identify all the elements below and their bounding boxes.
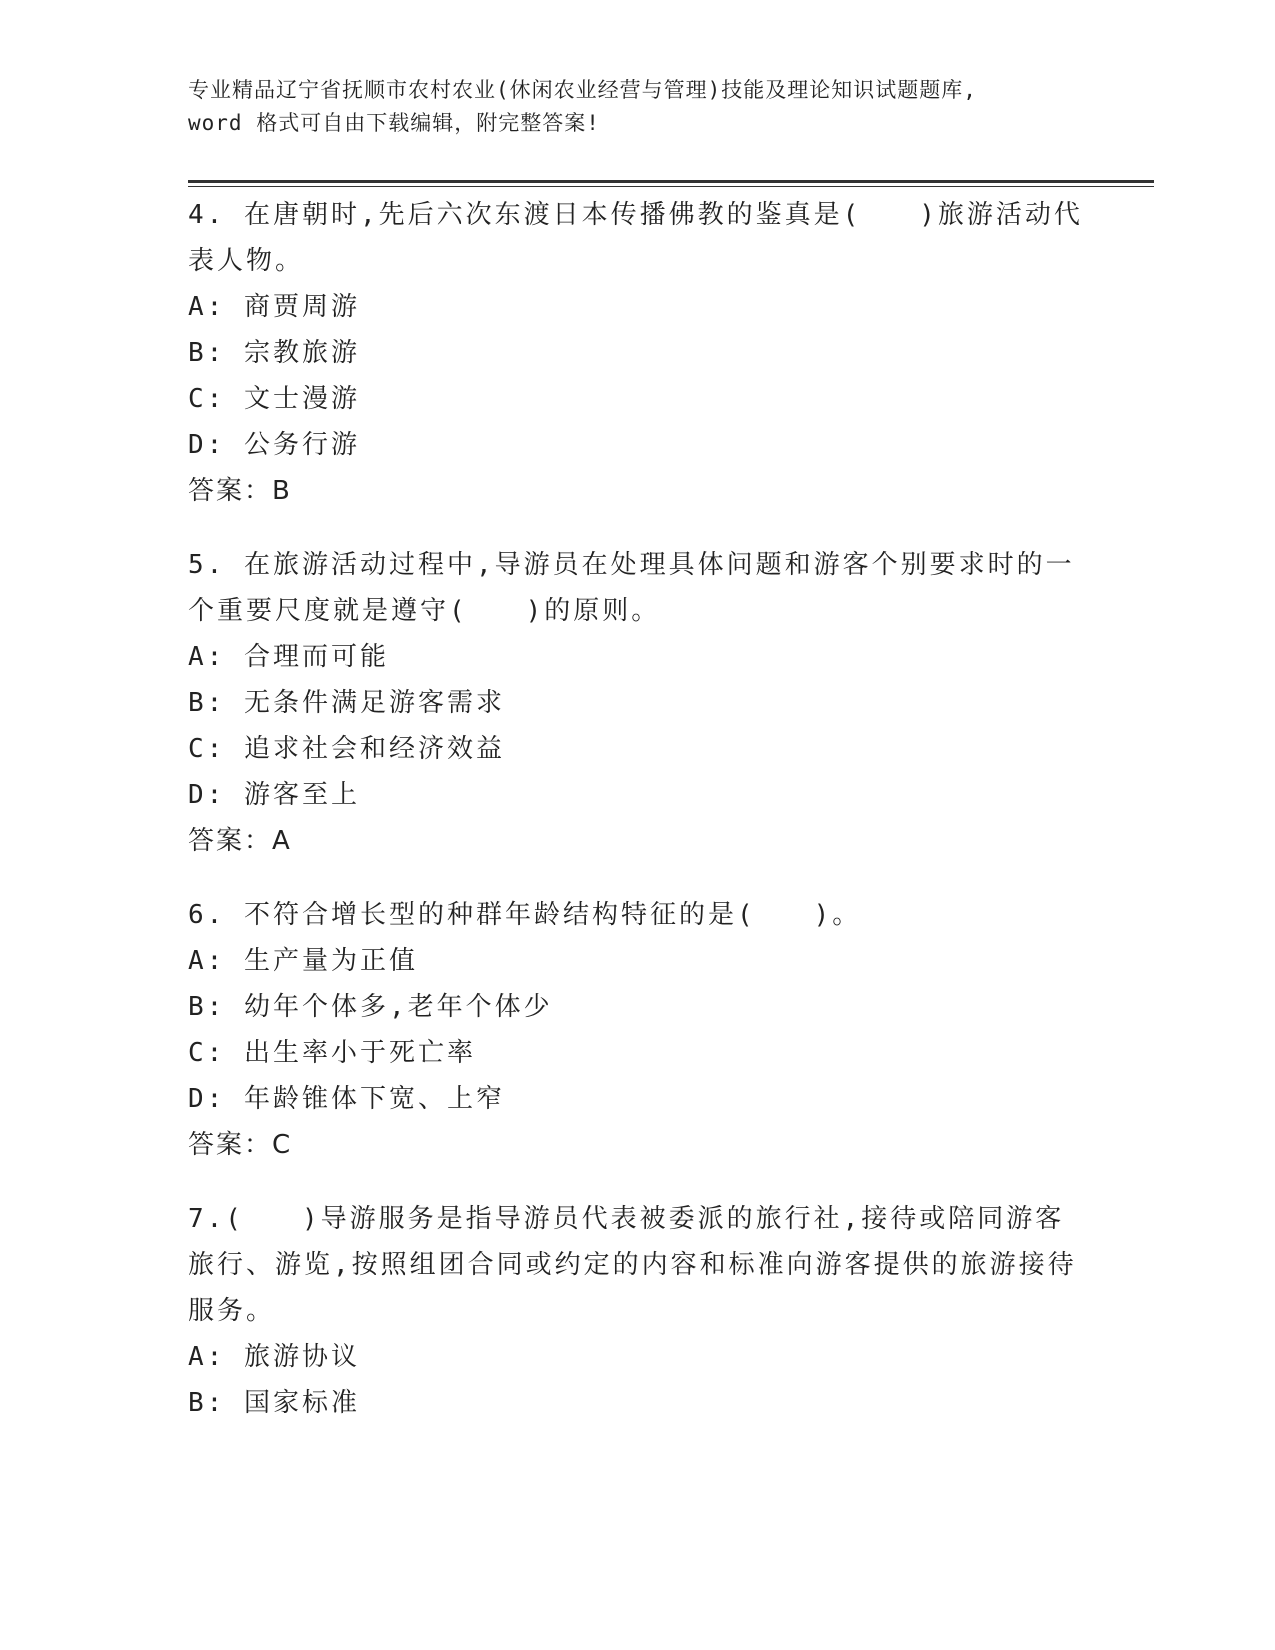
option-d: D: 年龄锥体下宽、上窄 — [188, 1084, 505, 1114]
option-b: B: 宗教旅游 — [188, 338, 360, 368]
header-title-line-2: word 格式可自由下载编辑，附完整答案! — [188, 111, 600, 135]
answer-line: 答案：A — [188, 826, 292, 856]
option-b: B: 幼年个体多,老年个体少 — [188, 992, 553, 1022]
option-a: A: 合理而可能 — [188, 642, 389, 672]
header-title-line-1: 专业精品辽宁省抚顺市农村农业(休闲农业经营与管理)技能及理论知识试题题库, — [188, 78, 977, 102]
option-a: A: 旅游协议 — [188, 1342, 360, 1372]
question-text: 6. 不符合增长型的种群年龄结构特征的是( )。 — [188, 900, 862, 930]
question-text: 7.( )导游服务是指导游员代表被委派的旅行社,接待或陪同游客旅行、游览,按照组团合同或约定的内容和标准向游客提供的旅游接待服务。 — [188, 1204, 1077, 1326]
answer-line: 答案：B — [188, 476, 292, 506]
option-c: C: 追求社会和经济效益 — [188, 734, 505, 764]
header-divider-thick — [188, 180, 1154, 183]
question-text: 5. 在旅游活动过程中,导游员在处理具体问题和游客个别要求时的一个重要尺度就是遵守( )的原则。 — [188, 550, 1075, 626]
option-b: B: 国家标准 — [188, 1388, 360, 1418]
option-d: D: 游客至上 — [188, 780, 360, 810]
question-list — [188, 192, 1088, 1454]
question-text: 4. 在唐朝时,先后六次东渡日本传播佛教的鉴真是( )旅游活动代表人物。 — [188, 200, 1083, 276]
question-4 — [188, 192, 1088, 514]
document-header — [188, 74, 1088, 140]
option-c: C: 出生率小于死亡率 — [188, 1038, 476, 1068]
option-a: A: 生产量为正值 — [188, 946, 418, 976]
question-5 — [188, 542, 1088, 864]
answer-line: 答案：C — [188, 1130, 293, 1160]
option-b: B: 无条件满足游客需求 — [188, 688, 505, 718]
question-6 — [188, 892, 1088, 1168]
header-divider-thin — [188, 186, 1154, 187]
question-7 — [188, 1196, 1088, 1426]
option-a: A: 商贾周游 — [188, 292, 360, 322]
option-d: D: 公务行游 — [188, 430, 360, 460]
option-c: C: 文士漫游 — [188, 384, 360, 414]
